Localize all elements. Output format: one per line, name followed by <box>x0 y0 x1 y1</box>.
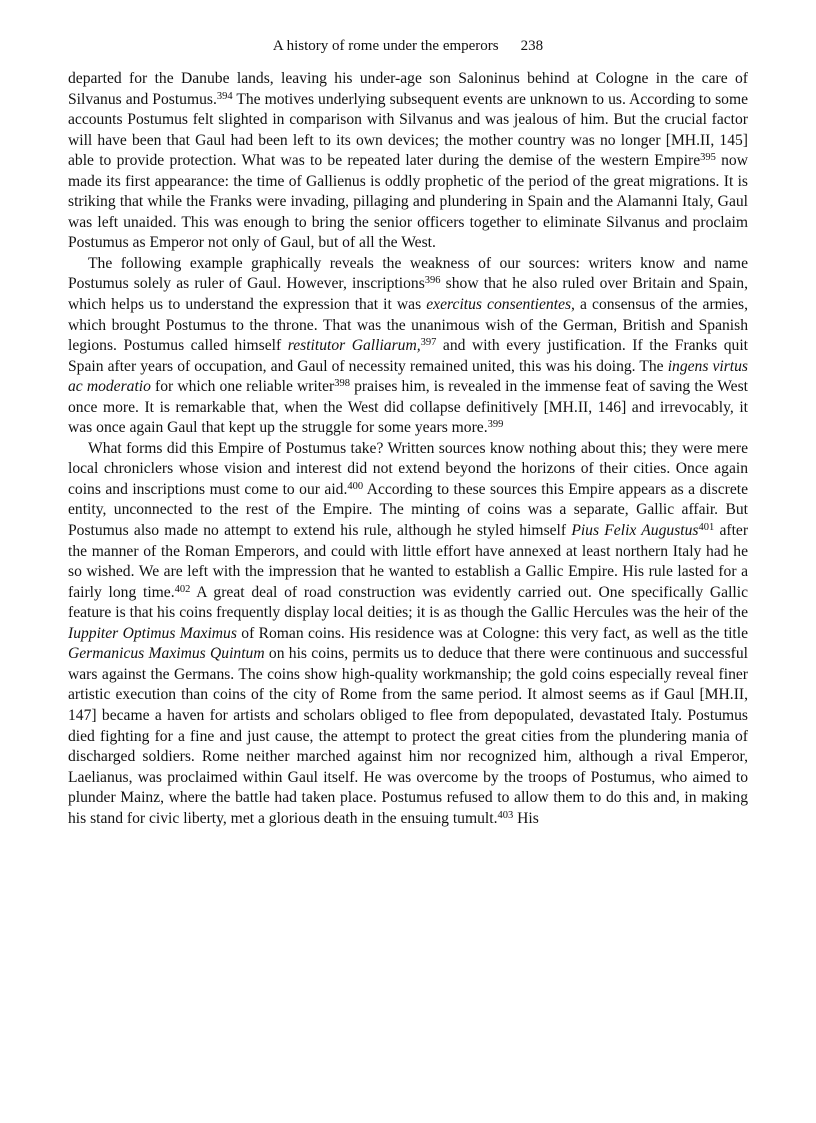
text-run: and with every justification. If the Franks quit Spain after years of occupation, and Gaul of necessity remained united, this was his doing. The <box>68 337 749 375</box>
text-run: departed for the Danube lands, leaving his under-age son Saloninus behind at Cologne in the care of Silvanus and Postumus. <box>68 70 748 108</box>
text-run: According to these sources this Empire appears as a discrete entity, unconnected to the rest of the Empire. The minting of coins was a separate, Gallic affair. But Postumus also made no attempt to extend his rule, although he styled himself <box>68 480 748 540</box>
footnote-ref: 403 <box>497 809 514 821</box>
text-run: for which one reliable writer <box>150 378 335 396</box>
text-run: after the manner of the Roman Emperors, and could with little effort have annexed at least northern Italy had he so wished. We are left with the impression that he wanted to establish a Gallic Empire. His rule lasted for a fairly long time. <box>68 522 749 601</box>
text-run: A great deal of road construction was evidently carried out. One specifically Gallic feature is that his coins frequently display local deities; it is as though the Gallic Hercules was the heir of the <box>68 583 748 622</box>
text-run: on his coins, permits us to deduce that there were continuous and successful wars against the Germans. The coins show high-quality workmanship; the gold coins especially reveal finer artistic execution than coins of the city of Rome from the same period. It almost seems as if Gaul [MH.II, 147] became a haven for artists and scholars obliged to flee from depopulated, devastated Italy. Postumus died fighting for a fine and just cause, the attempt to protect the great cities from the plundering mania of discharged soldiers. Rome neither marched against him nor recognized him, although a rival Emperor, Laelianus, was proclaimed within Gaul itself. He was overcome by the troops of Postumus, who aimed to plunder Mainz, where the battle had taken place. Postumus refused to allow them to do this and, in making his stand for civic liberty, met a glorious death in the ensuing tumult. <box>68 645 748 827</box>
footnote-ref: 398 <box>334 378 350 390</box>
body-text <box>68 69 748 829</box>
italic-phrase: Iuppiter Optimus Maximus <box>68 624 237 642</box>
footnote-ref: 400 <box>347 480 364 492</box>
text-run: show that he also ruled over Britain and Spain, which helps us to understand the expression that it was <box>68 275 748 314</box>
italic-phrase: restitutor Galliarum, <box>287 337 421 355</box>
italic-phrase: Pius Felix Augustus <box>571 522 699 540</box>
footnote-ref: 395 <box>700 152 716 164</box>
running-head <box>0 36 816 56</box>
footnote-ref: 396 <box>424 275 441 287</box>
text-run: a consensus of the armies, which brought Postumus to the throne. That was the unanimous wish of the German, British and Spanish legions. Postumus called himself <box>68 296 748 355</box>
footnote-ref: 402 <box>174 583 191 595</box>
italic-phrase: ingens virtus ac moderatio <box>68 357 748 396</box>
page-number: 238 <box>520 38 544 54</box>
footnote-ref: 399 <box>487 419 504 431</box>
paragraph-1 <box>68 69 748 254</box>
running-head-title: A history of rome under the emperors <box>272 38 499 54</box>
text-run: praises him, is revealed in the immense feat of saving the West once more. It is remarkable that, when the West did collapse definitively [MH.II, 146] and irrevocably, it was once again Gaul that kept up the struggle for some years more. <box>68 378 748 437</box>
footnote-ref: 394 <box>216 90 233 102</box>
italic-phrase: Germanicus Maximus Quintum <box>68 645 265 663</box>
text-run: His <box>513 809 539 827</box>
paragraph-3 <box>68 439 748 829</box>
text-run: The following example graphically reveals the weakness of our sources: writers know and name Postumus solely as ruler of Gaul. However, inscriptions <box>68 254 748 293</box>
text-run: The motives underlying subsequent events are unknown to us. According to some accounts Postumus felt slighted in comparison with Silvanus and was jealous of him. But the crucial factor will have been that Gaul had been left to its own devices; the mother country was no longer [MH.II, 145] able to provide protection. What was to be repeated later during the demise of the western Empire <box>68 90 748 170</box>
text-run: What forms did this Empire of Postumus take? Written sources know nothing about this; they were mere local chroniclers whose vision and interest did not extend beyond the horizons of their cities. Once again coins and inscriptions must come to our aid. <box>68 439 748 498</box>
italic-phrase: exercitus consentientes, <box>426 296 575 314</box>
footnote-ref: 401 <box>698 522 715 534</box>
paragraph-2 <box>68 254 748 439</box>
text-run: now made its first appearance: the time of Gallienus is oddly prophetic of the period of the great migrations. It is striking that while the Franks were invading, pillaging and plundering in Spain and the Alamanni Italy, Gaul was left unaided. This was enough to bring the senior officers together to eliminate Silvanus and proclaim Postumus as Emperor not only of Gaul, but of all the West. <box>68 152 748 252</box>
footnote-ref: 397 <box>420 337 437 349</box>
text-run: of Roman coins. His residence was at Cologne: this very fact, as well as the title <box>236 624 748 642</box>
